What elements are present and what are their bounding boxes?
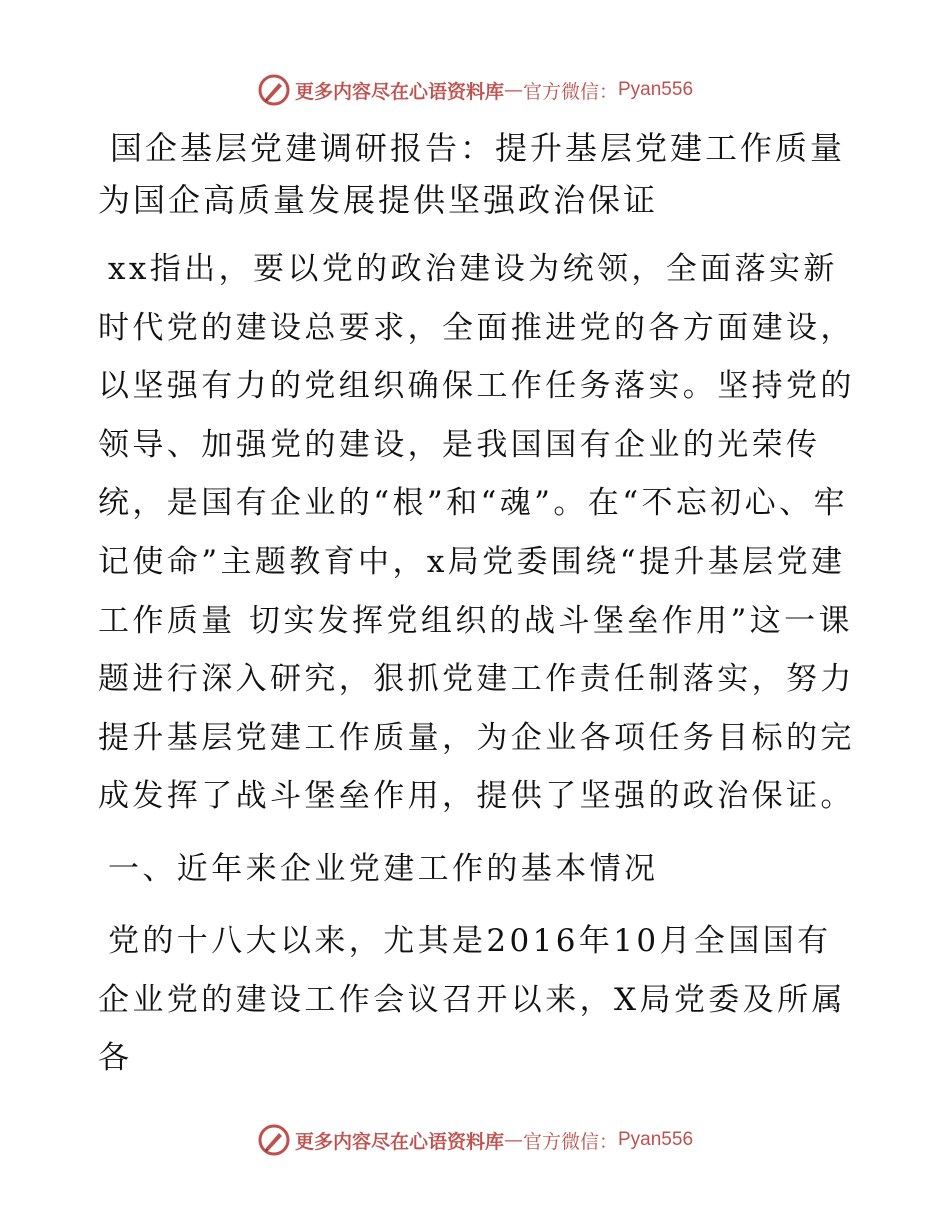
document-title: 国企基层党建调研报告：提升基层党建工作质量为国企高质量发展提供坚强政治保证 [98, 129, 846, 219]
pen-logo-icon [257, 73, 291, 107]
watermark-dash: — [503, 79, 523, 101]
watermark-main-text: 更多内容尽在心语资料库 [294, 80, 504, 103]
watermark-wechat-id: Pyan556 [618, 79, 694, 100]
watermark-sub-text: 官方微信： [522, 80, 618, 103]
section-paragraph: 党的十八大以来，尤其是2016年10月全国国有企业党的建设工作会议召开以来，X局党委及所属各 [98, 922, 846, 1077]
header-watermark [0, 72, 950, 108]
document-body [98, 122, 858, 1102]
watermark-main-text: 更多内容尽在心语资料库 [294, 1130, 504, 1153]
watermark-wechat-id: Pyan556 [618, 1129, 694, 1150]
pen-logo-icon [257, 1123, 291, 1157]
footer-watermark [0, 1122, 950, 1158]
watermark-sub-text: 官方微信： [522, 1130, 618, 1153]
section-heading: 一、近年来企业党建工作的基本情况 [108, 850, 659, 887]
watermark-dash: — [503, 1129, 523, 1151]
intro-paragraph: xx指出，要以党的政治建设为统领，全面落实新时代党的建设总要求，全面推进党的各方面建设，以坚强有力的党组织确保工作任务落实。坚持党的领导、加强党的建设，是我国国有企业的光荣传统，是国有企业的“根”和“魂”。在“不忘初心、牢记使命”主题教育中，x局党委围绕“提升基层党建工作质量 切实发挥党组织的战斗堡垒作用”这一课题进行深入研究，狠抓党建工作责任制落实，努力提升基层党建工作质量，为企业各项任务目标的完成发挥了战斗堡垒作用，提供了坚强的政治保证。 [98, 251, 855, 815]
